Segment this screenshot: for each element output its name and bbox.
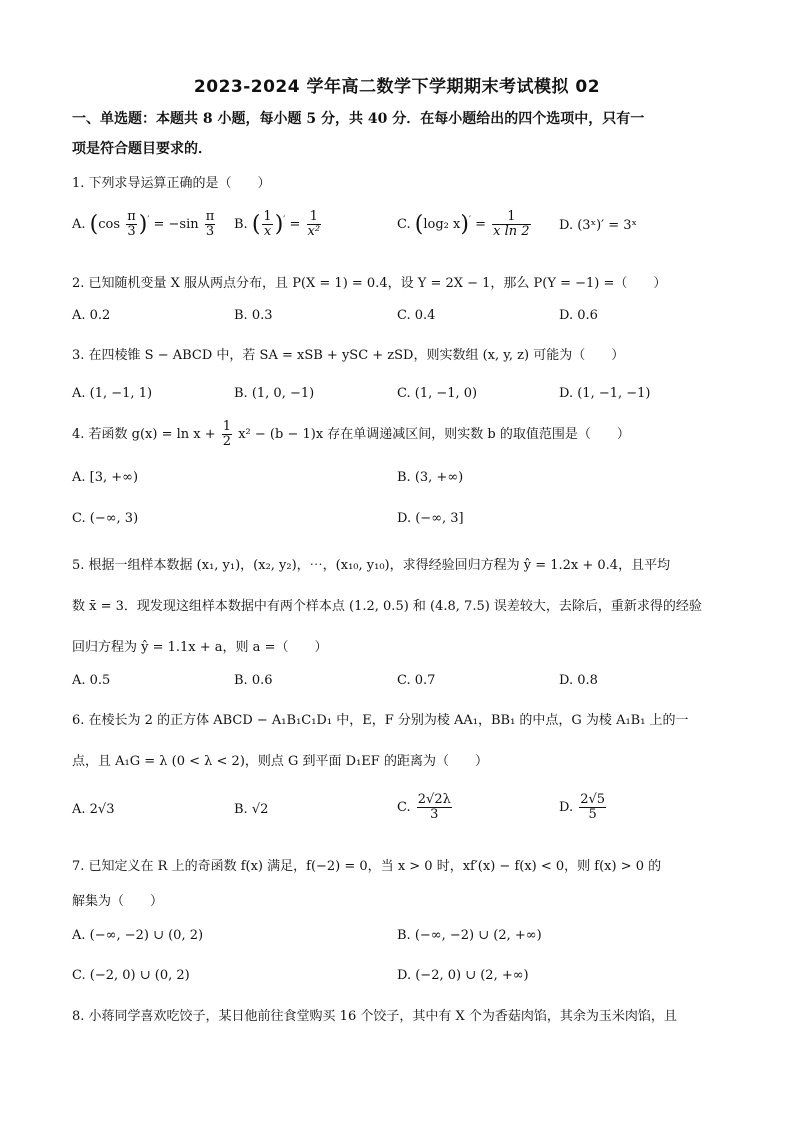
page-title: 2023-2024 学年高二数学下学期期末考试模拟 02: [193, 77, 601, 97]
question-6-stem-line1: 6. 在棱长为 2 的正方体 ABCD − A₁B₁C₁D₁ 中，E，F 分别为棱 AA₁，BB₁ 的中点，G 为棱 A₁B₁ 上的一: [72, 713, 689, 728]
section-heading-line1: 一、单选题：本题共 8 小题，每小题 5 分，共 40 分．在每小题给出的四个选项中，只有一: [72, 111, 645, 127]
question-2-option-c[interactable]: C. 0.4: [397, 308, 436, 323]
question-2-option-b[interactable]: B. 0.3: [234, 308, 273, 323]
question-3-option-c[interactable]: C. (1, −1, 0): [397, 386, 478, 401]
question-5-stem-line3: 回归方程为 ŷ = 1.1x + a，则 a =（ ）: [72, 640, 328, 655]
question-2-stem: 2. 已知随机变量 X 服从两点分布，且 P(X = 1) = 0.4，设 Y = 2X − 1，那么 P(Y = −1) =（ ）: [72, 276, 667, 291]
section-heading-line2: 项是符合题目要求的．: [72, 141, 212, 157]
question-3-option-b[interactable]: B. (1, 0, −1): [234, 386, 315, 401]
question-7-option-c[interactable]: C. (−2, 0) ∪ (0, 2): [72, 968, 190, 983]
question-2-option-d[interactable]: D. 0.6: [559, 308, 598, 323]
question-5-option-c[interactable]: C. 0.7: [397, 673, 436, 688]
question-4-option-c[interactable]: C. (−∞, 3): [72, 511, 139, 526]
section-heading: [72, 104, 722, 164]
question-6-option-a[interactable]: A. 2√3: [72, 802, 115, 817]
question-7-stem-line2: 解集为（ ）: [72, 894, 164, 909]
question-7-option-a[interactable]: A. (−∞, −2) ∪ (0, 2): [72, 928, 204, 943]
question-5-stem-line2: 数 x̄ = 3．现发现这组样本数据中有两个样本点 (1.2, 0.5) 和 (4.8, 7.5) 误差较大，去除后，重新求得的经验: [72, 599, 702, 614]
question-1-stem: 1. 下列求导运算正确的是（ ）: [72, 176, 271, 191]
question-8-stem: 8. 小蒋同学喜欢吃饺子，某日他前往食堂购买 16 个饺子，其中有 X 个为香菇肉馅，其余为玉米肉馅，且: [72, 1009, 677, 1024]
question-1-option-a[interactable]: A. (cos $\frac{\pi}{3}$ )′ = −sin $\frac{\pi}{3}$: [72, 209, 215, 239]
question-4-option-a[interactable]: A. [3, +∞): [72, 470, 139, 485]
question-1-option-b[interactable]: B. ( $\frac{1}{x}$ )′ = $\frac{1}{\text{x²}}$: [234, 209, 321, 239]
question-7-option-b[interactable]: B. (−∞, −2) ∪ (2, +∞): [397, 928, 542, 943]
question-6-option-d[interactable]: D. $\frac{2√5}{5}$: [559, 792, 606, 822]
question-6-stem-line2: 点，且 A₁G = λ (0 < λ < 2)，则点 G 到平面 D₁EF 的距离为（ ）: [72, 754, 488, 769]
question-1-option-c[interactable]: C. (log₂ x)′ = $\frac{1}{\text{x ln 2}}$: [397, 209, 530, 239]
question-5-option-a[interactable]: A. 0.5: [72, 673, 111, 688]
question-5-option-d[interactable]: D. 0.8: [559, 673, 598, 688]
question-5-stem-line1: 5. 根据一组样本数据 (x₁, y₁)，(x₂, y₂)，⋯，(x₁₀, y₁₀)，求得经验回归方程为 ŷ = 1.2x + 0.4，且平均: [72, 558, 671, 573]
question-2-option-a[interactable]: A. 0.2: [72, 308, 111, 323]
question-3-option-a[interactable]: A. (1, −1, 1): [72, 386, 153, 401]
question-4-option-d[interactable]: D. (−∞, 3]: [397, 511, 464, 526]
question-7-option-d[interactable]: D. (−2, 0) ∪ (2, +∞): [397, 968, 529, 983]
question-3-option-d[interactable]: D. (1, −1, −1): [559, 386, 651, 401]
question-1-option-d[interactable]: D. (3ˣ)′ = 3ˣ: [559, 218, 638, 233]
question-4-option-b[interactable]: B. (3, +∞): [397, 470, 464, 485]
question-5-option-b[interactable]: B. 0.6: [234, 673, 273, 688]
question-4-stem: 4. 若函数 g(x) = ln x + $\frac{1}{2}$ x² − (b − 1)x 存在单调递减区间，则实数 b 的取值范围是（ ）: [72, 419, 630, 449]
question-7-stem-line1: 7. 已知定义在 R 上的奇函数 f(x) 满足，f(−2) = 0，当 x > 0 时，xf′(x) − f(x) < 0，则 f(x) > 0 的: [72, 859, 662, 874]
question-3-stem: 3. 在四棱锥 S − ABCD 中，若 SA = xSB + ySC + zSD，则实数组 (x, y, z) 可能为（ ）: [72, 348, 625, 363]
question-6-option-c[interactable]: C. $\frac{2√2\lambda}{3}$: [397, 792, 451, 822]
question-6-option-b[interactable]: B. √2: [234, 802, 269, 817]
